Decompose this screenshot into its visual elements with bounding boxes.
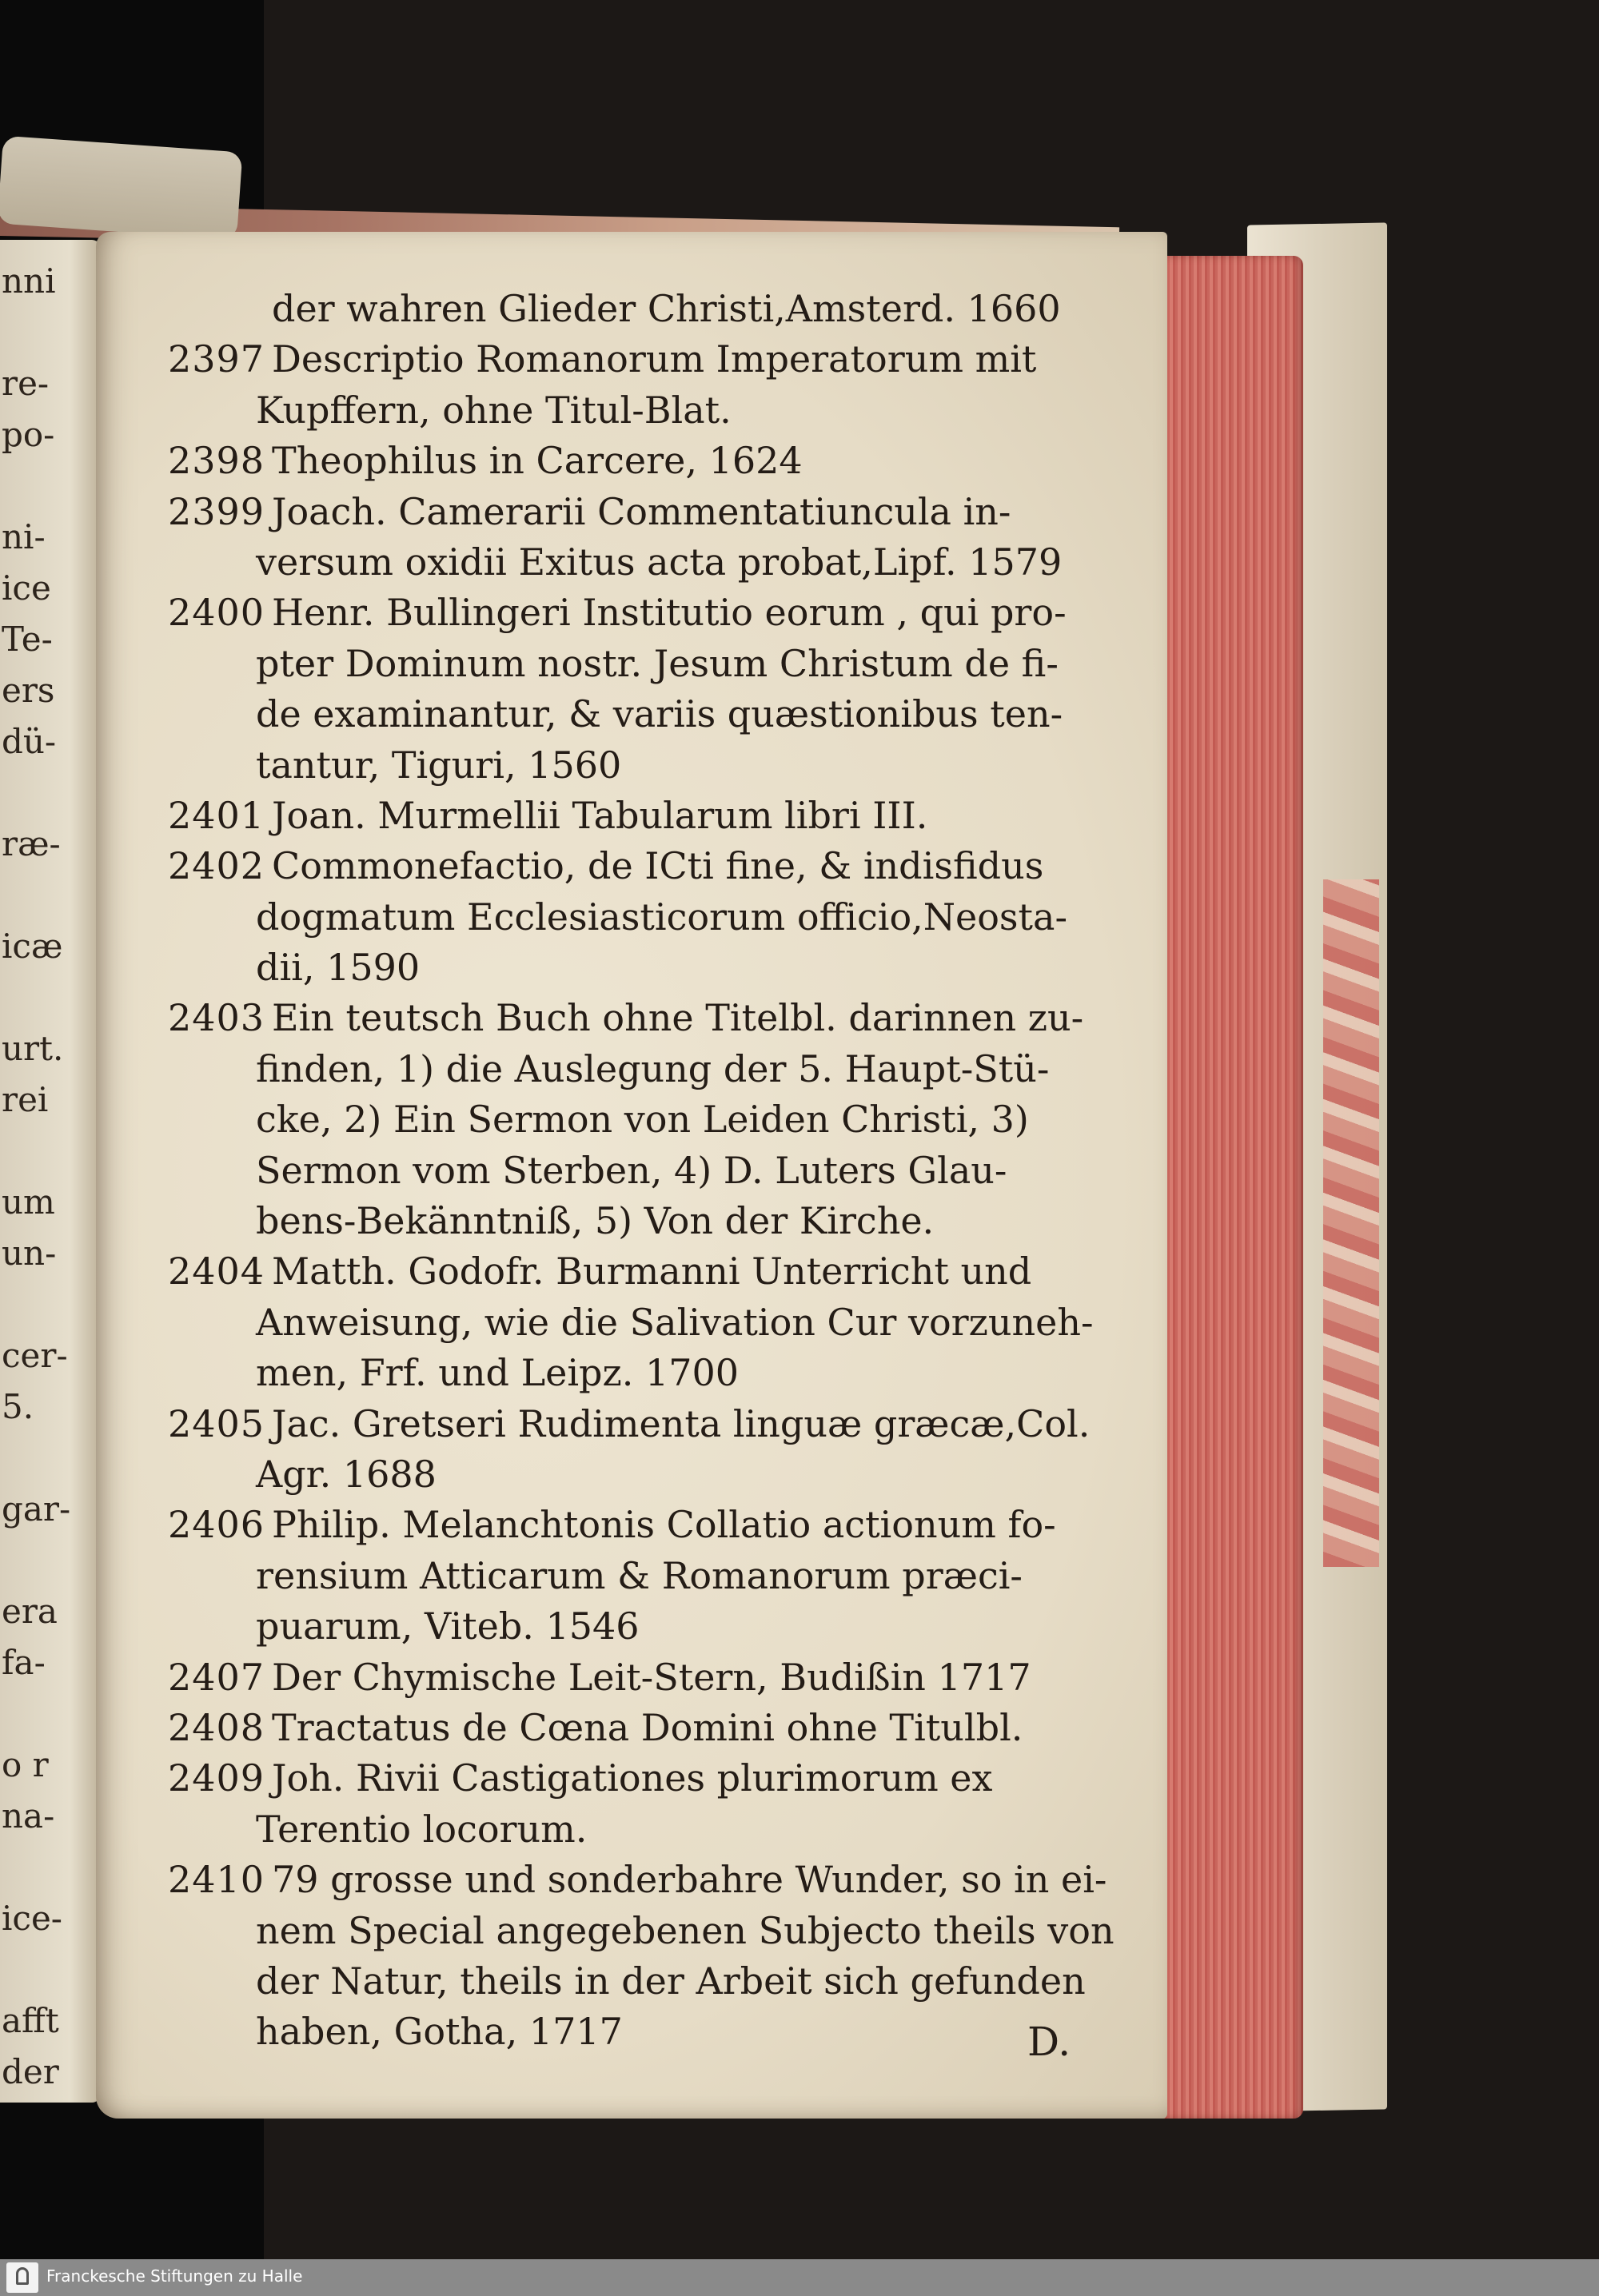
entry-number: 2408 — [168, 1705, 265, 1749]
entry-text: pter Dominum nostr. Jesum Christum de fi- — [256, 641, 1059, 685]
entry-line — [168, 1246, 1087, 1297]
entry-line — [168, 1855, 1107, 1905]
entry-text: versum oxidii Exitus acta probat,Lipf. 1579 — [256, 540, 1063, 584]
page-curl — [0, 136, 242, 241]
entry-line — [168, 689, 1087, 739]
previous-page-fragment: ræ- — [2, 824, 61, 863]
entry-text: Anweisung, wie die Salivation Cur vorzuneh- — [256, 1300, 1094, 1344]
previous-page-fragment: um — [2, 1182, 55, 1222]
entry-text: Sermon vom Sterben, 4) D. Luters Glau- — [256, 1148, 1007, 1192]
entry-number: 2404 — [168, 1250, 265, 1293]
entry-line — [168, 1196, 1087, 1246]
footer-bar — [0, 2259, 1599, 2296]
entry-line — [168, 1500, 1087, 1550]
entry-text: Jac. Gretseri Rudimenta linguæ græcæ,Col. — [272, 1401, 1091, 1445]
previous-page-fragment — [2, 870, 98, 921]
previous-page-fragment — [2, 1126, 98, 1177]
entry-line — [168, 1399, 1091, 1449]
entry-number: 2398 — [168, 439, 265, 483]
entry-text: Theophilus in Carcere, 1624 — [272, 439, 803, 483]
entry-text: haben, Gotha, 1717 — [256, 2010, 623, 2054]
entry-number: 2400 — [168, 591, 265, 635]
entry-line — [168, 2007, 1087, 2057]
previous-page-fragment: ers — [2, 671, 55, 710]
previous-page-fragment: re- — [2, 364, 50, 403]
entry-line — [168, 1804, 1087, 1855]
previous-page-fragment: era — [2, 1592, 58, 1631]
previous-page-fragment — [2, 1279, 98, 1330]
entry-line — [168, 1551, 1087, 1601]
previous-page-fragment: ice — [2, 568, 51, 608]
previous-page-fragment: nni — [2, 261, 56, 301]
entry-line — [168, 487, 1087, 537]
previous-page-fragment — [2, 767, 98, 819]
entry-line — [168, 1297, 1094, 1348]
previous-page-fragment — [2, 460, 98, 512]
entry-line — [168, 943, 1087, 993]
entry-line — [168, 1449, 1087, 1500]
entry-line — [168, 385, 1087, 436]
previous-page-fragment — [2, 1433, 98, 1484]
entry-text: bens-Bekänntniß, 5) Von der Kirche. — [256, 1199, 935, 1243]
institution-logo-icon — [6, 2262, 38, 2293]
entry-text: puarum, Viteb. 1546 — [256, 1604, 640, 1648]
entry-text: Terentio locorum. — [256, 1807, 588, 1851]
entry-line — [168, 1044, 1087, 1094]
previous-page-fragment — [2, 1842, 98, 1893]
entry-text: Tractatus de Cœna Domini ohne Titulbl. — [272, 1705, 1023, 1749]
entry-line — [168, 588, 1087, 638]
entry-line — [168, 1703, 1087, 1753]
entry-text: Agr. 1688 — [256, 1452, 437, 1496]
entry-text: 79 grosse und sonderbahre Wunder, so in ei- — [272, 1858, 1107, 1902]
entry-line — [168, 1906, 1115, 1956]
previous-page-fragment: o r — [2, 1745, 49, 1784]
footer-credit: Franckesche Stiftungen zu Halle — [46, 2266, 303, 2286]
previous-page-fragment: icæ — [2, 927, 63, 966]
entry-line — [168, 892, 1087, 943]
previous-page-fragment — [2, 307, 98, 358]
previous-page-fragment: gar- — [2, 1489, 71, 1529]
entry-number: 2409 — [168, 1756, 265, 1800]
entry-text: tantur, Tiguri, 1560 — [256, 743, 622, 787]
previous-page-fragment: rei — [2, 1080, 49, 1119]
entry-line — [168, 1652, 1087, 1703]
entry-text: Joach. Camerarii Commentatiuncula in- — [272, 489, 1011, 533]
entry-line — [168, 537, 1087, 588]
entry-line — [168, 740, 1087, 791]
previous-page-fragment: urt. — [2, 1029, 64, 1068]
entry-line — [168, 1348, 1087, 1398]
previous-page-fragment — [2, 972, 98, 1023]
entry-text: men, Frf. und Leipz. 1700 — [256, 1351, 740, 1395]
previous-page-fragment: 5. — [2, 1387, 34, 1426]
previous-page-fragment: Te- — [2, 620, 53, 659]
entry-text: finden, 1) die Auslegung der 5. Haupt-Stü- — [256, 1046, 1050, 1090]
entry-text: nem Special angegebenen Subjecto theils von — [256, 1908, 1115, 1952]
entry-line — [168, 436, 1087, 486]
entry-text: Henr. Bullingeri Institutio eorum , qui pro- — [272, 591, 1067, 635]
previous-page-fragment: der — [2, 2052, 59, 2091]
entry-text: cke, 2) Ein Sermon von Leiden Christi, 3) — [256, 1098, 1029, 1142]
entry-line — [168, 1094, 1087, 1145]
entry-text: Commonefactio, de ICti fine, & indisfidus — [272, 844, 1044, 888]
entry-text: der wahren Glieder Christi,Amsterd. 1660 — [272, 287, 1061, 330]
entry-text: dii, 1590 — [256, 946, 421, 990]
entry-number: 2402 — [168, 844, 265, 888]
entry-text: Ein teutsch Buch ohne Titelbl. darinnen zu- — [272, 996, 1084, 1040]
entry-line — [168, 1753, 1087, 1804]
entry-line — [168, 1146, 1087, 1196]
entry-text: rensium Atticarum & Romanorum præci- — [256, 1553, 1023, 1597]
previous-page-fragment: ni- — [2, 517, 46, 556]
entry-line — [168, 1956, 1087, 2007]
previous-page-fragment: un- — [2, 1234, 57, 1273]
signature-mark: D. — [1027, 2019, 1071, 2065]
entry-number: 2406 — [168, 1503, 265, 1547]
previous-page-fragment: afft — [2, 2001, 59, 2040]
entry-line — [168, 334, 1087, 385]
entry-line — [168, 993, 1087, 1043]
entry-text: Kupffern, ohne Titul-Blat. — [256, 388, 732, 432]
entry-text: Der Chymische Leit-Stern, Budißin 1717 — [272, 1655, 1031, 1699]
entry-line — [168, 639, 1087, 689]
entry-text: Philip. Melanchtonis Collatio actionum fo- — [272, 1503, 1056, 1547]
entry-number: 2405 — [168, 1401, 265, 1445]
previous-page-fragment — [2, 1688, 98, 1740]
entry-number: 2410 — [168, 1858, 265, 1902]
entry-number: 2403 — [168, 996, 265, 1040]
entry-number: 2399 — [168, 489, 265, 533]
catalog-entries — [168, 284, 1115, 2058]
previous-page-fragment: fa- — [2, 1643, 46, 1682]
entry-line — [168, 1601, 1087, 1652]
previous-page — [0, 240, 100, 2103]
entry-line — [168, 841, 1087, 891]
red-page-edge — [1151, 256, 1303, 2119]
previous-page-fragment — [2, 1535, 98, 1586]
entry-line — [168, 284, 1087, 334]
entry-text: Matth. Godofr. Burmanni Unterricht und — [272, 1250, 1032, 1293]
marbled-endpaper — [1323, 879, 1379, 1567]
entry-number: 2407 — [168, 1655, 265, 1699]
entry-text: der Natur, theils in der Arbeit sich gefunden — [256, 1959, 1086, 2003]
entry-text: Joan. Murmellii Tabularum libri III. — [272, 793, 928, 837]
previous-page-fragment: cer- — [2, 1336, 68, 1375]
previous-page-text — [2, 256, 98, 2098]
previous-page-fragment: ice- — [2, 1899, 63, 1938]
previous-page-fragment: po- — [2, 415, 55, 454]
previous-page-fragment — [2, 1944, 98, 1995]
entry-text: Joh. Rivii Castigationes plurimorum ex — [272, 1756, 993, 1800]
previous-page-fragment: dü- — [2, 722, 57, 761]
entry-text: de examinantur, & variis quæstionibus ten- — [256, 692, 1063, 736]
entry-line — [168, 791, 1087, 841]
entry-text: dogmatum Ecclesiasticorum officio,Neosta- — [256, 895, 1067, 939]
entry-number: 2401 — [168, 793, 265, 837]
entry-number: 2397 — [168, 337, 265, 381]
previous-page-fragment: na- — [2, 1796, 55, 1836]
entry-text: Descriptio Romanorum Imperatorum mit — [272, 337, 1037, 381]
